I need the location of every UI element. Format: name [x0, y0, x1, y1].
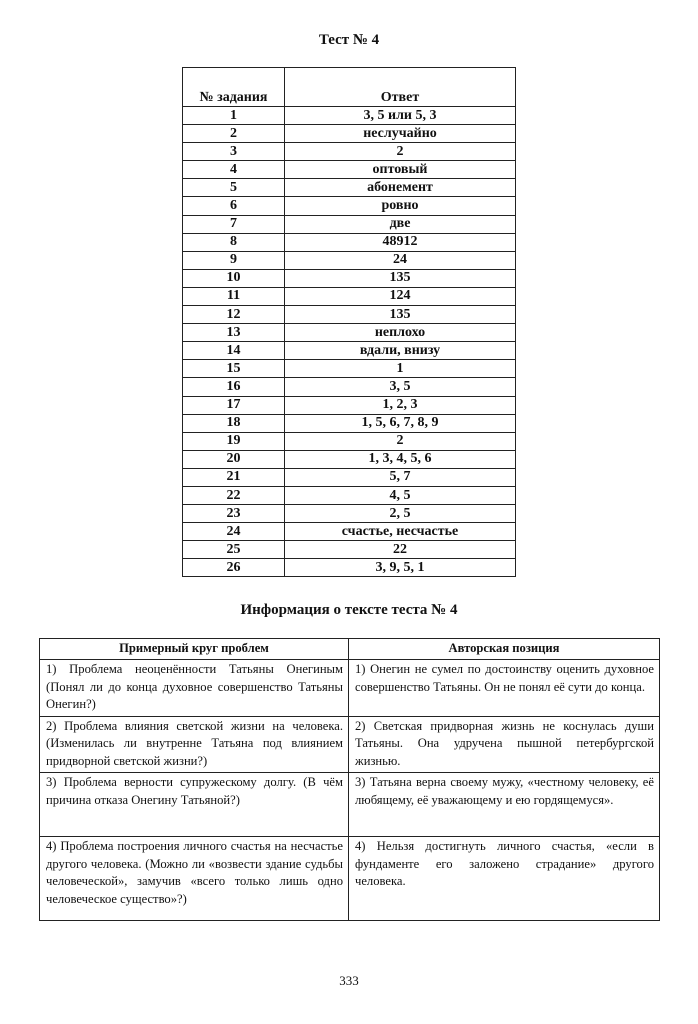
answer-cell: 1, 3, 4, 5, 6: [285, 450, 516, 468]
answer-cell: 24: [285, 251, 516, 269]
answer-row: [183, 396, 516, 414]
task-number-cell: 20: [183, 450, 285, 468]
answer-row: [183, 432, 516, 450]
answer-cell: 22: [285, 541, 516, 559]
info-title: Информация о тексте теста № 4: [240, 602, 458, 618]
answer-row: [183, 414, 516, 432]
answer-cell: 4, 5: [285, 486, 516, 504]
task-number-cell: 17: [183, 396, 285, 414]
info-row: [40, 660, 660, 717]
task-number-cell: 24: [183, 523, 285, 541]
problem-cell: 4) Проблема построения личного счастья на несчастье другого человека. (Можно ли «возвести здание судьбы человеческой», замучив «всего только лишь одно человеческое существо»?): [40, 837, 349, 921]
answer-row: [183, 559, 516, 577]
answer-row: [183, 179, 516, 197]
answer-cell: 3, 5: [285, 378, 516, 396]
task-number-cell: 3: [183, 143, 285, 161]
answer-row: [183, 360, 516, 378]
test-title: Тест № 4: [318, 32, 380, 48]
answer-row: [183, 523, 516, 541]
answer-row: [183, 541, 516, 559]
task-number-cell: 7: [183, 215, 285, 233]
answer-row: [183, 197, 516, 215]
info-row: [40, 837, 660, 921]
problem-cell: 1) Проблема неоценённости Татьяны Онегиным (Понял ли до конца духовное совершенство Татьяны Онегин?): [40, 660, 349, 717]
answer-row: [183, 378, 516, 396]
answer-row: [183, 486, 516, 504]
task-number-cell: 2: [183, 125, 285, 143]
answer-cell: ровно: [285, 197, 516, 215]
task-number-cell: 19: [183, 432, 285, 450]
info-header-row: [40, 639, 660, 660]
task-number-cell: 1: [183, 107, 285, 125]
task-number-cell: 13: [183, 324, 285, 342]
answer-cell: абонемент: [285, 179, 516, 197]
answer-cell: 3, 9, 5, 1: [285, 559, 516, 577]
answer-cell: 135: [285, 306, 516, 324]
problem-cell: 2) Проблема влияния светской жизни на человека. (Изменилась ли внутренне Татьяна под влиянием придворной светской жизни?): [40, 716, 349, 773]
task-number-cell: 4: [183, 161, 285, 179]
answer-row: [183, 468, 516, 486]
answer-cell: неслучайно: [285, 125, 516, 143]
task-number-cell: 10: [183, 269, 285, 287]
answer-row: [183, 324, 516, 342]
info-table: [39, 638, 660, 921]
answer-row: [183, 306, 516, 324]
page-number: 333: [339, 973, 359, 988]
answer-cell: 1: [285, 360, 516, 378]
answer-row: [183, 342, 516, 360]
task-number-cell: 11: [183, 287, 285, 305]
answer-row: [183, 107, 516, 125]
answer-row: [183, 215, 516, 233]
position-cell: 2) Светская придворная жизнь не коснулась души Татьяны. Она удручена пышной петербургской жизнью.: [349, 716, 660, 773]
task-number-cell: 22: [183, 486, 285, 504]
task-number-cell: 23: [183, 505, 285, 523]
task-number-cell: 25: [183, 541, 285, 559]
position-cell: 4) Нельзя достигнуть личного счастья, «если в фундаменте его заложено страдание» другого человека.: [349, 837, 660, 921]
task-number-cell: 26: [183, 559, 285, 577]
task-number-cell: 14: [183, 342, 285, 360]
answer-cell: 3, 5 или 5, 3: [285, 107, 516, 125]
task-number-cell: 15: [183, 360, 285, 378]
info-row: [40, 773, 660, 837]
answer-row: [183, 251, 516, 269]
answer-cell: 2, 5: [285, 505, 516, 523]
header-problems: Примерный круг проблем: [40, 639, 349, 660]
task-number-cell: 12: [183, 306, 285, 324]
answer-row: [183, 143, 516, 161]
task-number-cell: 5: [183, 179, 285, 197]
answer-cell: 1, 2, 3: [285, 396, 516, 414]
answer-cell: две: [285, 215, 516, 233]
answer-row: [183, 233, 516, 251]
info-row: [40, 716, 660, 773]
answer-cell: 124: [285, 287, 516, 305]
header-author-position: Авторская позиция: [349, 639, 660, 660]
task-number-cell: 8: [183, 233, 285, 251]
answer-cell: 1, 5, 6, 7, 8, 9: [285, 414, 516, 432]
answer-cell: неплохо: [285, 324, 516, 342]
task-number-cell: 21: [183, 468, 285, 486]
answer-cell: 48912: [285, 233, 516, 251]
answer-cell: 5, 7: [285, 468, 516, 486]
answer-cell: 135: [285, 269, 516, 287]
answer-row: [183, 505, 516, 523]
answers-table: [182, 67, 516, 577]
position-cell: 1) Онегин не сумел по достоинству оценить духовное совершенство Татьяны. Он не понял её сути до конца.: [349, 660, 660, 717]
task-number-cell: 9: [183, 251, 285, 269]
answers-header-row: [183, 68, 516, 107]
answer-cell: 2: [285, 432, 516, 450]
answer-cell: оптовый: [285, 161, 516, 179]
answer-row: [183, 161, 516, 179]
problem-cell: 3) Проблема верности супружескому долгу. (В чём причина отказа Онегину Татьяной?): [40, 773, 349, 837]
position-cell: 3) Татьяна верна своему мужу, «честному человеку, её любящему, её уважающему и ею гордящемуся».: [349, 773, 660, 837]
answer-row: [183, 287, 516, 305]
task-number-cell: 18: [183, 414, 285, 432]
answer-row: [183, 450, 516, 468]
answer-row: [183, 269, 516, 287]
answer-cell: 2: [285, 143, 516, 161]
answer-cell: вдали, внизу: [285, 342, 516, 360]
answer-row: [183, 125, 516, 143]
task-number-cell: 16: [183, 378, 285, 396]
task-number-cell: 6: [183, 197, 285, 215]
answer-cell: счастье, несчастье: [285, 523, 516, 541]
header-answer: Ответ: [285, 68, 516, 107]
header-task-number: № задания: [183, 68, 285, 107]
